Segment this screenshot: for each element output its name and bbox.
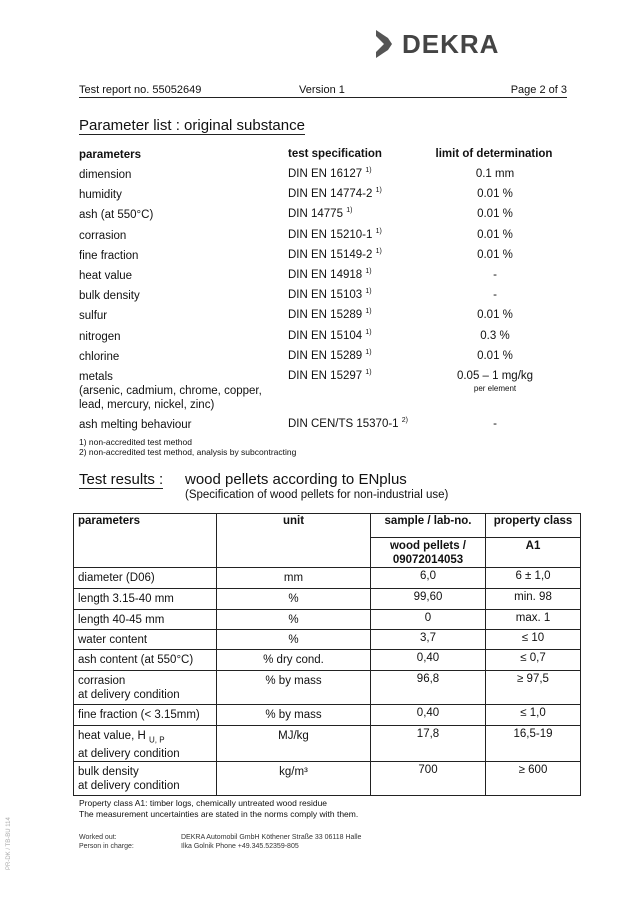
param-spec: DIN EN 15289 <box>288 349 363 362</box>
param-name: corrasion <box>79 229 127 242</box>
cell-value: 0 <box>371 610 486 630</box>
cell-class: ≤ 0,7 <box>486 650 581 671</box>
th-sample-id: wood pellets / 09072014053 <box>371 538 486 568</box>
param-name: fine fraction <box>79 249 139 262</box>
footnote-ref: 1) <box>346 207 353 215</box>
cell-value: 0,40 <box>371 650 486 671</box>
cell-unit: % <box>217 589 371 610</box>
footnote-ref: 1) <box>375 247 382 255</box>
row-param: ash content (at 550°C) <box>78 654 194 666</box>
cell-class: 6 ± 1,0 <box>486 568 581 589</box>
param-name: bulk density <box>79 290 140 303</box>
cell-class: ≤ 1,0 <box>486 705 581 726</box>
param-name: humidity <box>79 189 122 202</box>
logo-text: DEKRA <box>402 28 500 59</box>
param-spec: DIN EN 14918 <box>288 269 363 281</box>
dekra-logo-icon <box>372 28 398 60</box>
cell-unit: mm <box>217 568 371 589</box>
row-param-detail: at delivery condition <box>78 780 180 793</box>
param-list-title: Parameter list : original substance <box>79 117 305 134</box>
param-limit: 0.1 mm <box>475 168 515 180</box>
param-limit: - <box>493 418 497 430</box>
cell-class: ≤ 10 <box>486 630 581 650</box>
cell-param <box>74 650 217 671</box>
table-row <box>74 589 581 610</box>
cell-param <box>74 762 217 796</box>
cell-value: 17,8 <box>371 726 486 762</box>
param-spec: DIN EN 15297 <box>288 370 363 382</box>
footnote-2: 2) non-accredited test method, analysis by subcontracting <box>79 447 297 457</box>
cell-value: 3,7 <box>371 630 486 650</box>
param-spec: DIN 14775 <box>288 208 343 221</box>
param-name: ash (at 550°C) <box>79 209 154 222</box>
param-spec: DIN EN 14774-2 <box>288 188 373 201</box>
col-parameters: parameters <box>79 149 142 161</box>
th-unit: unit <box>217 514 371 568</box>
param-limit: 0.05 – 1 mg/kg <box>456 370 534 382</box>
cell-param <box>74 705 217 726</box>
table-row <box>74 705 581 726</box>
results-subtitle: wood pellets according to ENplus <box>185 471 407 488</box>
param-name: ash melting behaviour <box>79 419 192 431</box>
param-name: sulfur <box>79 310 108 323</box>
table-row <box>74 568 581 589</box>
footer-line-2: The measurement uncertainties are stated in the norms comply with them. <box>79 809 359 819</box>
cell-param <box>74 630 217 650</box>
param-limit: 0.01 % <box>477 188 513 201</box>
row-param: length 3.15-40 mm <box>78 593 174 605</box>
cell-param <box>74 568 217 589</box>
cell-value: 0,40 <box>371 705 486 726</box>
param-limit: 0.01 % <box>477 309 513 322</box>
th-sample: sample / lab-no. <box>371 514 486 538</box>
param-spec: DIN CEN/TS 15370-1 <box>288 418 399 430</box>
cell-param <box>74 671 217 705</box>
param-name: dimension <box>79 169 132 181</box>
cell-value: 96,8 <box>371 671 486 705</box>
page-number: Page 2 of 3 <box>510 84 567 96</box>
cell-class: 16,5-19 <box>486 726 581 762</box>
param-name: chlorine <box>79 350 120 363</box>
cell-value: 99,60 <box>371 589 486 610</box>
col-limit: limit of determination <box>435 148 553 160</box>
footnote-ref: 2) <box>401 417 409 425</box>
param-spec: DIN EN 15149-2 <box>288 248 373 261</box>
table-row <box>74 726 581 762</box>
report-number: Test report no. 55052649 <box>79 84 202 96</box>
param-limit: - <box>493 269 497 281</box>
cell-class: max. 1 <box>486 610 581 630</box>
param-detail: (arsenic, cadmium, chrome, copper, lead, mercury, nickel, zinc) <box>79 385 262 411</box>
footnotes <box>79 437 296 457</box>
results-table <box>73 513 581 796</box>
th-class-a1: A1 <box>486 538 581 568</box>
cell-unit: % by mass <box>217 705 371 726</box>
footnote-ref: 1) <box>365 288 372 296</box>
worked-out-label: Worked out: <box>79 834 117 841</box>
cell-class: min. 98 <box>486 589 581 610</box>
row-param: length 40-45 mm <box>78 614 165 626</box>
row-param-detail: at delivery condition <box>78 748 180 761</box>
worked-out-value: DEKRA Automobil GmbH Köthener Straße 33 06118 Halle <box>181 834 362 841</box>
row-param: water content <box>78 634 148 646</box>
report-header <box>79 84 567 98</box>
results-subtitle2: (Specification of wood pellets for non-industrial use) <box>185 489 449 501</box>
table-row <box>74 762 581 796</box>
col-test-spec: test specification <box>288 148 382 160</box>
cell-value: 6,0 <box>371 568 486 589</box>
param-spec: DIN EN 15210-1 <box>288 228 373 241</box>
param-limit: 0.01 % <box>477 208 513 221</box>
cell-unit: % <box>217 610 371 630</box>
cell-unit: % <box>217 630 371 650</box>
cell-class: ≥ 97,5 <box>486 671 581 705</box>
param-limit: 0.01 % <box>477 349 513 362</box>
param-spec: DIN EN 15289 <box>288 309 363 322</box>
param-name: nitrogen <box>79 330 121 343</box>
param-limit: 0.3 % <box>480 329 510 342</box>
table-row <box>74 630 581 650</box>
footnote-ref: 1) <box>365 268 372 276</box>
report-version: Version 1 <box>299 84 345 96</box>
row-param-sub: U, P <box>148 735 165 745</box>
row-param: diameter (D06) <box>78 572 155 584</box>
param-limit: 0.01 % <box>477 228 513 241</box>
footnote-ref: 1) <box>375 187 382 195</box>
row-param: heat value, H <box>78 730 146 742</box>
cell-unit: % dry cond. <box>217 650 371 671</box>
cell-param <box>74 726 217 762</box>
footer-contact-labels <box>79 833 134 851</box>
table-row <box>74 650 581 671</box>
th-parameters: parameters <box>74 514 217 568</box>
footnote-ref: 1) <box>365 308 372 316</box>
footnote-ref: 1) <box>365 328 372 336</box>
cell-value: 700 <box>371 762 486 796</box>
person-in-charge-value: Ilka Golnik Phone +49.345.52359-805 <box>181 843 299 850</box>
side-code: PR-DK / TB-BU 114 <box>6 817 12 870</box>
cell-class: ≥ 600 <box>486 762 581 796</box>
person-in-charge-label: Person in charge: <box>79 843 134 850</box>
param-limit-note: per element <box>473 384 517 393</box>
footnote-ref: 1) <box>365 348 372 356</box>
param-limit: 0.01 % <box>477 248 513 261</box>
footnote-ref: 1) <box>365 167 372 175</box>
footer-notes <box>79 798 358 820</box>
row-param: bulk density <box>78 766 139 779</box>
cell-param <box>74 610 217 630</box>
footnote-ref: 1) <box>375 227 382 235</box>
cell-unit: kg/m³ <box>217 762 371 796</box>
footnote-1: 1) non-accredited test method <box>79 437 192 447</box>
footer-line-1: Property class A1: timber logs, chemically untreated wood residue <box>79 798 328 808</box>
cell-unit: % by mass <box>217 671 371 705</box>
footer-contact-values <box>181 833 361 851</box>
param-spec: DIN EN 15104 <box>288 329 363 342</box>
row-param: fine fraction (< 3.15mm) <box>78 709 200 721</box>
cell-unit: MJ/kg <box>217 726 371 762</box>
row-param: corrasion <box>78 675 126 687</box>
th-class: property class <box>486 514 581 538</box>
param-spec: DIN EN 15103 <box>288 289 363 302</box>
param-name: metals <box>79 371 113 383</box>
param-name: heat value <box>79 270 133 282</box>
results-title: Test results : <box>79 471 164 488</box>
cell-param <box>74 589 217 610</box>
param-limit: - <box>493 289 497 302</box>
table-row <box>74 610 581 630</box>
row-param-detail: at delivery condition <box>78 689 180 701</box>
param-spec: DIN EN 16127 <box>288 168 363 180</box>
table-row <box>74 671 581 705</box>
dekra-logo <box>372 28 499 60</box>
footnote-ref: 1) <box>365 369 372 377</box>
table-header-row <box>74 514 581 538</box>
